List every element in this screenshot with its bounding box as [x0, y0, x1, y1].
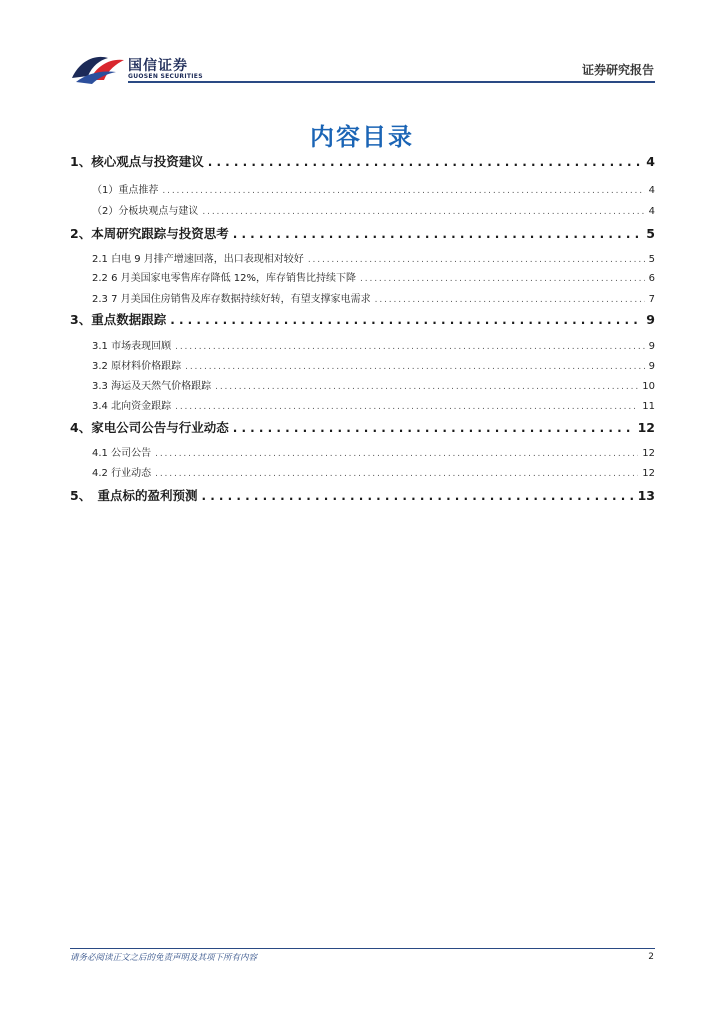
toc-entry-section-3[interactable] — [70, 310, 655, 328]
toc-entry-page: 9 — [646, 312, 655, 327]
toc-leader-dots — [308, 255, 645, 265]
toc-entry-text: 4、家电公司公告与行业动态 — [70, 420, 229, 435]
footer-divider — [70, 948, 655, 949]
toc-entry-section-4[interactable] — [70, 418, 655, 436]
toc-leader-dots — [360, 274, 645, 284]
toc-entry-1-1[interactable] — [92, 181, 655, 196]
toc-entry-page: 5 — [648, 254, 655, 265]
toc-entry-page: 9 — [648, 361, 655, 372]
toc-entry-section-2[interactable] — [70, 224, 655, 242]
toc-entry-page: 12 — [642, 468, 655, 479]
toc-entry-2-2[interactable] — [92, 269, 655, 284]
toc-entry-2-3[interactable] — [92, 290, 655, 305]
toc-leader-dots — [155, 449, 638, 459]
brand-name-cn: 国信证券 — [128, 58, 188, 74]
toc-entry-3-1[interactable] — [92, 337, 655, 352]
toc-leader-dots — [155, 469, 638, 479]
toc-entry-2-1[interactable] — [92, 250, 655, 265]
toc-entry-text: 5、 重点标的盈利预测 — [70, 488, 198, 503]
toc-title: 内容目录 — [310, 123, 414, 151]
toc-leader-dots — [233, 227, 643, 241]
report-type-label: 证券研究报告 — [581, 63, 654, 77]
toc-entry-page: 12 — [637, 420, 655, 435]
toc-leader-dots — [375, 295, 645, 305]
toc-entry-text: 2.2 6 月美国家电零售库存降低 12%，库存销售比持续下降 — [92, 273, 357, 284]
toc-entry-page: 4 — [648, 185, 655, 196]
toc-entry-page: 5 — [646, 226, 655, 241]
toc-entry-section-5[interactable] — [70, 486, 655, 504]
toc-entry-page: 7 — [648, 294, 655, 305]
toc-entry-3-4[interactable] — [92, 397, 655, 412]
toc-entry-text: 3.4 北向资金跟踪 — [92, 401, 172, 412]
toc-entry-text: 3、重点数据跟踪 — [70, 312, 167, 327]
toc-leader-dots — [201, 489, 633, 503]
toc-entry-page: 6 — [648, 273, 655, 284]
toc-leader-dots — [215, 382, 638, 392]
toc-leader-dots — [233, 421, 634, 435]
header-divider — [128, 81, 655, 83]
toc-entry-text: （1）重点推荐 — [92, 185, 159, 196]
toc-leader-dots — [185, 362, 645, 372]
toc-leader-dots — [175, 402, 638, 412]
toc-leader-dots — [202, 207, 644, 217]
toc-entry-page: 4 — [648, 206, 655, 217]
toc-entry-page: 4 — [646, 154, 655, 169]
toc-entry-3-3[interactable] — [92, 377, 655, 392]
guosen-logo-mark — [70, 52, 126, 86]
toc-entry-text: 3.2 原材料价格跟踪 — [92, 361, 182, 372]
toc-leader-dots — [162, 186, 644, 196]
toc-entry-page: 11 — [642, 401, 655, 412]
toc-entry-1-2[interactable] — [92, 202, 655, 217]
toc-entry-text: 2、本周研究跟踪与投资思考 — [70, 226, 229, 241]
toc-entry-text: 4.2 行业动态 — [92, 468, 152, 479]
toc-entry-page: 12 — [642, 448, 655, 459]
toc-entry-4-1[interactable] — [92, 444, 655, 459]
toc-entry-text: 3.1 市场表现回顾 — [92, 341, 172, 352]
toc-entry-text: 4.1 公司公告 — [92, 448, 152, 459]
toc-entry-page: 13 — [637, 488, 655, 503]
toc-entry-page: 9 — [648, 341, 655, 352]
toc-leader-dots — [175, 342, 645, 352]
toc-entry-section-1[interactable] — [70, 152, 655, 170]
toc-entry-text: （2）分板块观点与建议 — [92, 206, 199, 217]
toc-leader-dots — [170, 313, 642, 327]
toc-entry-text: 2.3 7 月美国住房销售及库存数据持续好转，有望支撑家电需求 — [92, 294, 371, 305]
toc-entry-text: 3.3 海运及天然气价格跟踪 — [92, 381, 212, 392]
toc-entry-text: 1、核心观点与投资建议 — [70, 154, 204, 169]
brand-name-en: GUOSEN SECURITIES — [128, 73, 203, 80]
page-header — [0, 0, 724, 90]
page-number: 2 — [648, 952, 654, 962]
toc-entry-page: 10 — [642, 381, 655, 392]
toc-entry-text: 2.1 白电 9 月排产增速回落，出口表现相对较好 — [92, 254, 304, 265]
toc-entry-4-2[interactable] — [92, 464, 655, 479]
toc-leader-dots — [208, 155, 643, 169]
toc-entry-3-2[interactable] — [92, 357, 655, 372]
disclaimer-note: 请务必阅读正文之后的免责声明及其项下所有内容 — [70, 953, 258, 963]
